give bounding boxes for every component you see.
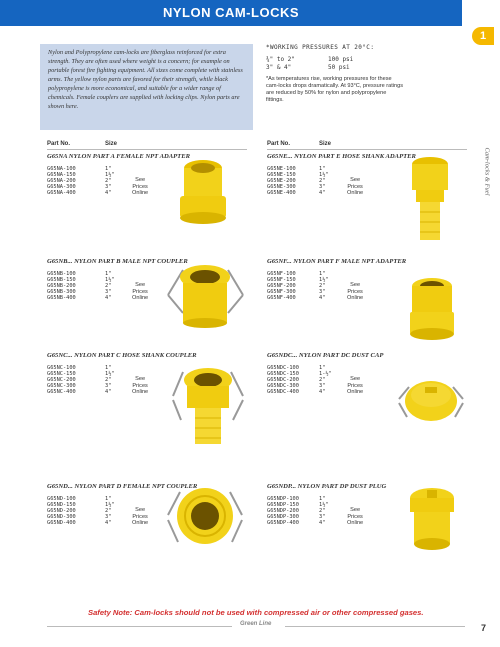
part-a-adapter-image	[168, 150, 248, 230]
part-number: G65ND-400	[47, 520, 76, 527]
size-list	[319, 496, 329, 526]
part-number: G65NB-400	[47, 295, 76, 302]
part-number: G65NF-400	[267, 295, 296, 302]
size-value: 1½"	[105, 277, 115, 284]
section-title: G65NDP... NYLON PART DP DUST PLUG	[267, 483, 387, 490]
size-value: 2"	[319, 283, 326, 290]
part-number: G65ND-300	[47, 514, 76, 521]
part-number-list	[47, 271, 76, 301]
part-number: G65NDC-300	[267, 383, 299, 390]
part-number: G65NF-100	[267, 271, 296, 277]
part-number: G65ND-200	[47, 508, 76, 515]
part-number: G65NDC-400	[267, 389, 299, 396]
size-value: 4"	[105, 295, 112, 302]
part-number-list	[267, 271, 296, 301]
see-prices-online	[132, 282, 148, 302]
part-number: G65NA-300	[47, 184, 76, 191]
size-value: 1½"	[319, 172, 329, 179]
part-number: G65NE-200	[267, 178, 296, 185]
pressure-note: *As temperatures rise, working pressures for these cam-locks drops dramatically. At 93°C, pressure ratings are reduced by 50% for nylon and polypropylene fittings.	[266, 76, 404, 103]
part-number: G65NDC-100	[267, 365, 299, 371]
see-prices-line: Prices	[347, 183, 363, 190]
section-title: G65NE... NYLON PART E HOSE SHANK ADAPTER	[267, 153, 416, 160]
part-number: G65NC-200	[47, 377, 76, 384]
part-d-coupler-image	[160, 480, 250, 560]
size-value: 3"	[319, 289, 326, 296]
size-value: 2"	[105, 283, 112, 290]
part-number: G65NE-300	[267, 184, 296, 191]
col-header-size: Size	[105, 141, 118, 147]
part-number-list	[47, 496, 76, 526]
see-prices-line: Online	[132, 520, 149, 527]
part-number: G65NDP-150	[267, 502, 299, 509]
part-number: G65NC-400	[47, 389, 76, 396]
size-value: 4"	[319, 520, 326, 527]
part-number: G65NE-150	[267, 172, 296, 179]
see-prices-line: Online	[347, 389, 364, 396]
part-number: G65NB-200	[47, 283, 76, 290]
part-number: G65ND-150	[47, 502, 76, 509]
see-prices-line: Prices	[347, 382, 363, 389]
footer-logo: Green Line	[240, 621, 272, 627]
part-c-coupler-image	[165, 358, 250, 448]
section-title: G65NB... NYLON PART B MALE NPT COUPLER	[47, 258, 188, 265]
size-list	[105, 365, 115, 395]
see-prices-online	[132, 177, 148, 197]
part-number: G65NF-200	[267, 283, 296, 290]
see-prices-line: See	[135, 177, 146, 183]
size-value: 4"	[105, 190, 112, 197]
side-label-text: Cam-locks & Fuel	[483, 147, 491, 196]
see-prices-line: Online	[347, 295, 364, 302]
part-number: G65NF-150	[267, 277, 296, 284]
size-value: 3"	[105, 184, 112, 191]
section-title: G65NDC... NYLON PART DC DUST CAP	[267, 352, 384, 359]
pressure-row: 3" & 4" 50 psi	[266, 64, 350, 71]
part-number: G65NB-300	[47, 289, 76, 296]
section-title: G65ND... NYLON PART D FEMALE NPT COUPLER	[47, 483, 198, 490]
see-prices-online	[347, 282, 363, 302]
size-value: 3"	[105, 289, 112, 296]
size-value: 2"	[319, 508, 326, 515]
safety-note: Safety Note: Cam-locks should not be used with compressed air or other compressed gases.	[88, 608, 424, 617]
part-b-coupler-image	[158, 255, 253, 335]
see-prices-line: See	[350, 177, 361, 183]
size-value: 1½"	[319, 277, 329, 284]
size-value: 3"	[319, 184, 326, 191]
see-prices-line: Prices	[132, 513, 148, 520]
size-value: 1"	[105, 166, 112, 172]
working-pressures	[266, 44, 406, 104]
size-value: 3"	[319, 514, 326, 521]
size-list	[105, 166, 115, 196]
size-value: 4"	[319, 389, 326, 396]
section-title: G65NF... NYLON PART F MALE NPT ADAPTER	[267, 258, 407, 265]
part-number-list	[267, 365, 299, 395]
see-prices-online	[347, 177, 363, 197]
see-prices-line: Online	[132, 190, 149, 197]
part-dp-plug-image	[400, 480, 465, 560]
chapter-tab[interactable]: 1	[472, 27, 494, 45]
size-value: 1½"	[105, 371, 115, 378]
pressure-row: ¾" to 2" 100 psi	[266, 56, 354, 63]
side-label	[470, 120, 500, 230]
section-title: G65NC... NYLON PART C HOSE SHANK COUPLER	[47, 352, 197, 359]
page-title: NYLON CAM-LOCKS	[162, 5, 300, 20]
size-list	[105, 496, 115, 526]
see-prices-line: See	[350, 376, 361, 382]
size-value: 4"	[319, 190, 326, 197]
part-dc-cap-image	[393, 365, 468, 435]
size-value: 1"	[105, 365, 112, 371]
see-prices-line: Prices	[347, 288, 363, 295]
size-list	[319, 365, 332, 395]
part-number: G65NB-150	[47, 277, 76, 284]
part-number: G65NDP-100	[267, 496, 299, 502]
size-value: 1"	[319, 365, 326, 371]
page-number: 7	[481, 623, 487, 633]
size-value: 1½"	[319, 502, 329, 509]
see-prices-line: See	[135, 507, 146, 513]
part-number: G65NA-150	[47, 172, 76, 179]
size-value: 3"	[105, 514, 112, 521]
part-number-list	[267, 496, 299, 526]
size-value: 2"	[319, 178, 326, 185]
size-list	[319, 271, 329, 301]
part-number: G65NF-300	[267, 289, 296, 296]
see-prices-line: Prices	[132, 183, 148, 190]
see-prices-line: See	[350, 507, 361, 513]
see-prices-online	[132, 376, 148, 396]
part-number: G65NDC-200	[267, 377, 299, 384]
col-header-part: Part No.	[47, 141, 71, 147]
size-list	[319, 166, 329, 196]
see-prices-line: Online	[347, 190, 364, 197]
see-prices-line: Online	[132, 295, 149, 302]
part-number: G65NB-100	[47, 271, 76, 277]
size-value: 1"	[319, 271, 326, 277]
part-number: G65NE-400	[267, 190, 296, 197]
part-number: G65ND-100	[47, 496, 76, 502]
size-value: 4"	[319, 295, 326, 302]
see-prices-line: Online	[132, 389, 149, 396]
size-value: 1"	[319, 496, 326, 502]
pressures-title: *WORKING PRESSURES AT 20°C:	[266, 44, 375, 51]
footer-rule	[47, 626, 232, 627]
see-prices-line: Online	[347, 520, 364, 527]
size-value: 3"	[319, 383, 326, 390]
size-value: 4"	[105, 389, 112, 396]
part-number: G65NA-400	[47, 190, 76, 197]
section-title: G65NA NYLON PART A FEMALE NPT ADAPTER	[47, 153, 190, 160]
part-e-adapter-image	[400, 150, 460, 245]
part-number-list	[47, 365, 76, 395]
see-prices-online	[347, 376, 363, 396]
col-header-part: Part No.	[267, 141, 291, 147]
see-prices-line: See	[135, 282, 146, 288]
part-number: G65NE-100	[267, 166, 296, 172]
header-bar	[0, 0, 462, 26]
part-number: G65NDP-300	[267, 514, 299, 521]
part-number-list	[47, 166, 76, 196]
footer-rule	[285, 626, 465, 627]
see-prices-line: See	[135, 376, 146, 382]
part-number-list	[267, 166, 296, 196]
intro-box: Nylon and Polypropylene cam-locks are fiberglass reinforced for extra strength. They are often used where weight is a concern; for example on portable forest fire fighting equipment. All sizes come complete with stainless arms. The yellow nylon parts are favored for their strength, while black polypropylene is more economical, and suitable for a wider range of chemicals. Female couplers are supplied with locking clips. Nylon parts are shown here.	[40, 44, 253, 130]
size-value: 1"	[319, 166, 326, 172]
part-number: G65NC-300	[47, 383, 76, 390]
size-value: 2"	[105, 508, 112, 515]
size-value: 2"	[319, 377, 326, 384]
part-number: G65NA-100	[47, 166, 76, 172]
size-value: 1½"	[105, 502, 115, 509]
see-prices-line: Prices	[347, 513, 363, 520]
see-prices-line: Prices	[132, 288, 148, 295]
part-number: G65NDP-400	[267, 520, 299, 527]
part-number: G65NDC-150	[267, 371, 299, 378]
size-value: 3"	[105, 383, 112, 390]
size-list	[105, 271, 115, 301]
see-prices-online	[347, 507, 363, 527]
part-f-adapter-image	[402, 272, 462, 347]
size-value: 1-½"	[319, 371, 332, 378]
size-value: 1"	[105, 271, 112, 277]
part-number: G65NC-100	[47, 365, 76, 371]
size-value: 4"	[105, 520, 112, 527]
part-number: G65NA-200	[47, 178, 76, 185]
size-value: 2"	[105, 377, 112, 384]
part-number: G65NDP-200	[267, 508, 299, 515]
col-header-size: Size	[319, 141, 332, 147]
see-prices-line: See	[350, 282, 361, 288]
size-value: 1½"	[105, 172, 115, 179]
see-prices-line: Prices	[132, 382, 148, 389]
see-prices-online	[132, 507, 148, 527]
size-value: 1"	[105, 496, 112, 502]
part-number: G65NC-150	[47, 371, 76, 378]
size-value: 2"	[105, 178, 112, 185]
